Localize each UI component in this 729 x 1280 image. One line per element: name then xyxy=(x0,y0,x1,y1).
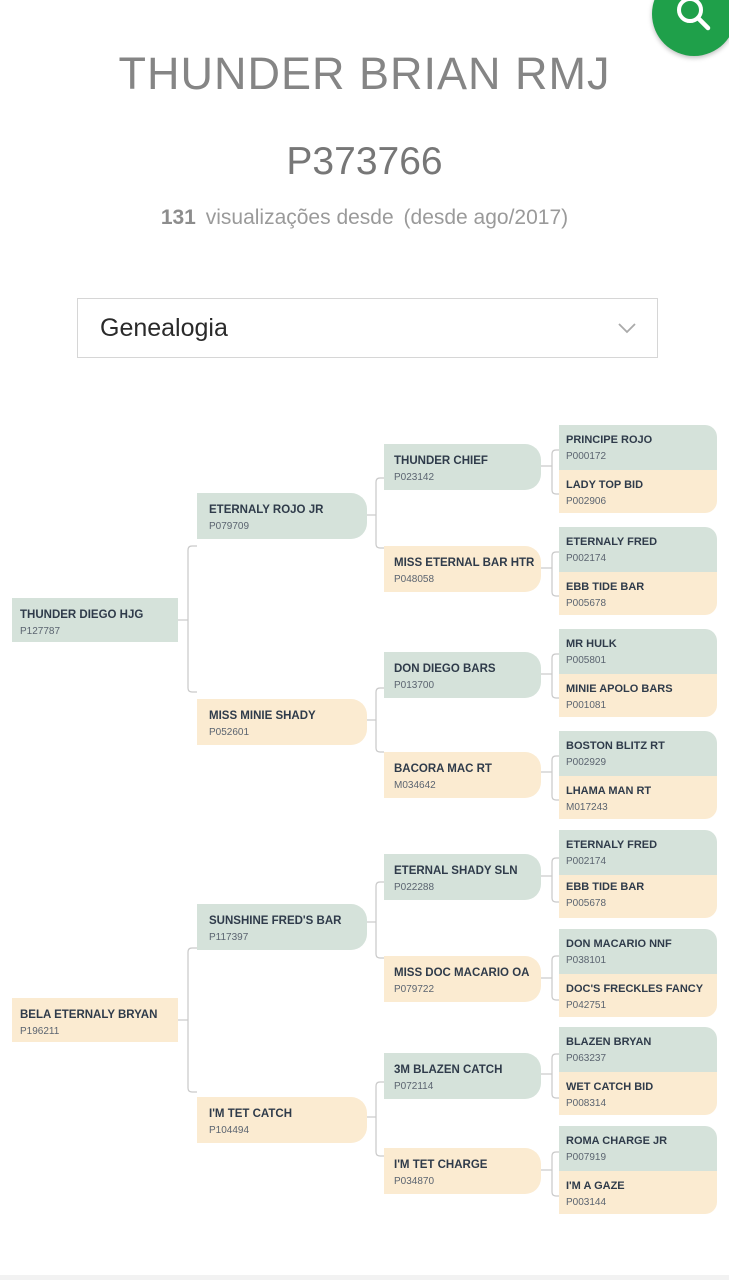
horse-name-label: THUNDER CHIEF xyxy=(394,455,488,467)
horse-reg-label: P038101 xyxy=(566,955,607,966)
horse-name-label: 3M BLAZEN CATCH xyxy=(394,1064,503,1076)
pedigree-gen4-node[interactable] xyxy=(559,629,717,674)
horse-reg-label: P079709 xyxy=(209,521,250,532)
horse-reg-label: P005678 xyxy=(566,898,607,909)
pedigree-gen3-node[interactable] xyxy=(384,652,541,698)
pedigree-gen4-pair xyxy=(559,731,717,819)
registration-number: P373766 xyxy=(286,140,443,183)
pedigree-gen3-node[interactable] xyxy=(384,444,541,490)
pedigree-gen4-node[interactable] xyxy=(559,425,717,470)
horse-name-label: DON DIEGO BARS xyxy=(394,663,496,675)
horse-reg-label: P002174 xyxy=(566,856,607,867)
horse-reg-label: P052601 xyxy=(209,727,250,738)
horse-name-label: I'M A GAZE xyxy=(566,1180,625,1192)
horse-name-label: MISS DOC MACARIO OA xyxy=(394,967,530,979)
horse-name-label: MR HULK xyxy=(566,638,617,650)
pedigree-gen4-pair xyxy=(559,929,717,1017)
horse-name-label: EBB TIDE BAR xyxy=(566,581,645,593)
horse-name-label: I'M TET CATCH xyxy=(209,1108,293,1120)
horse-name-label: BELA ETERNALY BRYAN xyxy=(20,1009,158,1021)
horse-reg-label: P002174 xyxy=(566,553,607,564)
views-since: (desde ago/2017) xyxy=(403,206,569,229)
horse-name-label: EBB TIDE BAR xyxy=(566,881,645,893)
pedigree-gen3-node[interactable] xyxy=(384,546,541,592)
horse-name-label: BOSTON BLITZ RT xyxy=(566,740,665,752)
pedigree-sire[interactable] xyxy=(12,598,178,642)
horse-name-label: DON MACARIO NNF xyxy=(566,938,672,950)
horse-reg-label: P013700 xyxy=(394,680,435,691)
pedigree-gen4-pair xyxy=(559,830,717,918)
horse-name-label: ETERNALY FRED xyxy=(566,536,658,548)
views-label: visualizações desde xyxy=(205,206,394,229)
pedigree-gen4-node[interactable] xyxy=(559,929,717,974)
pedigree-gen3-node[interactable] xyxy=(384,752,541,798)
horse-name-label: THUNDER DIEGO HJG xyxy=(20,609,144,621)
pedigree-dam[interactable] xyxy=(12,998,178,1042)
horse-reg-label: P063237 xyxy=(566,1053,607,1064)
section-select-value: Genealogia xyxy=(100,314,228,342)
horse-reg-label: P007919 xyxy=(566,1152,607,1163)
pedigree-gen4-node[interactable] xyxy=(559,1171,717,1214)
horse-reg-label: P003144 xyxy=(566,1197,607,1208)
horse-reg-label: P127787 xyxy=(20,626,61,637)
horse-name-label: ETERNALY FRED xyxy=(566,839,658,851)
horse-reg-label: P034870 xyxy=(394,1176,435,1187)
pedigree-gen4-node[interactable] xyxy=(559,830,717,875)
pedigree-gen4-node[interactable] xyxy=(559,875,717,918)
horse-reg-label: P005678 xyxy=(566,598,607,609)
horse-name-label: LADY TOP BID xyxy=(566,479,644,491)
horse-name-label: PRINCIPE ROJO xyxy=(566,434,653,446)
horse-reg-label: P042751 xyxy=(566,1000,607,1011)
pedigree-gen2-node[interactable] xyxy=(197,904,367,950)
pedigree-gen4-node[interactable] xyxy=(559,1126,717,1171)
views-count: 131 xyxy=(160,206,196,229)
pedigree-gen4-node[interactable] xyxy=(559,776,717,819)
bottom-divider xyxy=(0,1275,729,1280)
horse-reg-label: P002929 xyxy=(566,757,607,768)
horse-reg-label: P023142 xyxy=(394,472,435,483)
horse-name-label: SUNSHINE FRED'S BAR xyxy=(209,915,342,927)
horse-name-label: MINIE APOLO BARS xyxy=(566,683,673,695)
horse-reg-label: P117397 xyxy=(209,932,249,943)
horse-reg-label: P000172 xyxy=(566,451,607,462)
horse-name-label: LHAMA MAN RT xyxy=(566,785,652,797)
horse-name-label: DOC'S FRECKLES FANCY xyxy=(566,983,704,995)
pedigree-gen4-pair xyxy=(559,629,717,717)
horse-name-label: ROMA CHARGE JR xyxy=(566,1135,668,1147)
horse-name-label: MISS MINIE SHADY xyxy=(209,710,316,722)
pedigree-gen4-node[interactable] xyxy=(559,1072,717,1115)
horse-name-label: ETERNAL SHADY SLN xyxy=(394,865,518,877)
pedigree-gen3-node[interactable] xyxy=(384,1053,541,1099)
horse-name-label: ETERNALY ROJO JR xyxy=(209,504,324,516)
pedigree-gen2-node[interactable] xyxy=(197,493,367,539)
horse-name-label: BLAZEN BRYAN xyxy=(566,1036,652,1048)
pedigree-gen2-node[interactable] xyxy=(197,699,367,745)
horse-name-label: I'M TET CHARGE xyxy=(394,1159,488,1171)
pedigree-gen4-pair xyxy=(559,425,717,513)
pedigree-gen3-node[interactable] xyxy=(384,956,541,1002)
pedigree-gen4-node[interactable] xyxy=(559,1027,717,1072)
horse-name-label: BACORA MAC RT xyxy=(394,763,492,775)
pedigree-gen4-pair xyxy=(559,527,717,615)
pedigree-gen4-pair xyxy=(559,1126,717,1214)
pedigree-gen4-node[interactable] xyxy=(559,470,717,513)
pedigree-gen2-node[interactable] xyxy=(197,1097,367,1143)
horse-reg-label: M034642 xyxy=(394,780,436,791)
horse-name-label: MISS ETERNAL BAR HTR xyxy=(394,557,535,569)
horse-reg-label: P022288 xyxy=(394,882,435,893)
horse-name: THUNDER BRIAN RMJ xyxy=(118,48,611,99)
horse-reg-label: M017243 xyxy=(566,802,608,813)
horse-reg-label: P005801 xyxy=(566,655,607,666)
pedigree-gen4-node[interactable] xyxy=(559,527,717,572)
pedigree-gen3-node[interactable] xyxy=(384,854,541,900)
pedigree-gen4-node[interactable] xyxy=(559,731,717,776)
horse-reg-label: P196211 xyxy=(20,1026,60,1037)
horse-name-label: WET CATCH BID xyxy=(566,1081,654,1093)
horse-reg-label: P001081 xyxy=(566,700,607,711)
horse-reg-label: P002906 xyxy=(566,496,607,507)
horse-reg-label: P048058 xyxy=(394,574,435,585)
horse-reg-label: P072114 xyxy=(394,1081,434,1092)
horse-reg-label: P079722 xyxy=(394,984,435,995)
pedigree-gen4-pair xyxy=(559,1027,717,1115)
horse-reg-label: P104494 xyxy=(209,1125,250,1136)
pedigree-gen3-node[interactable] xyxy=(384,1148,541,1194)
pedigree-gen4-node[interactable] xyxy=(559,572,717,615)
horse-reg-label: P008314 xyxy=(566,1098,607,1109)
pedigree-gen4-node[interactable] xyxy=(559,974,717,1017)
pedigree-gen4-node[interactable] xyxy=(559,674,717,717)
